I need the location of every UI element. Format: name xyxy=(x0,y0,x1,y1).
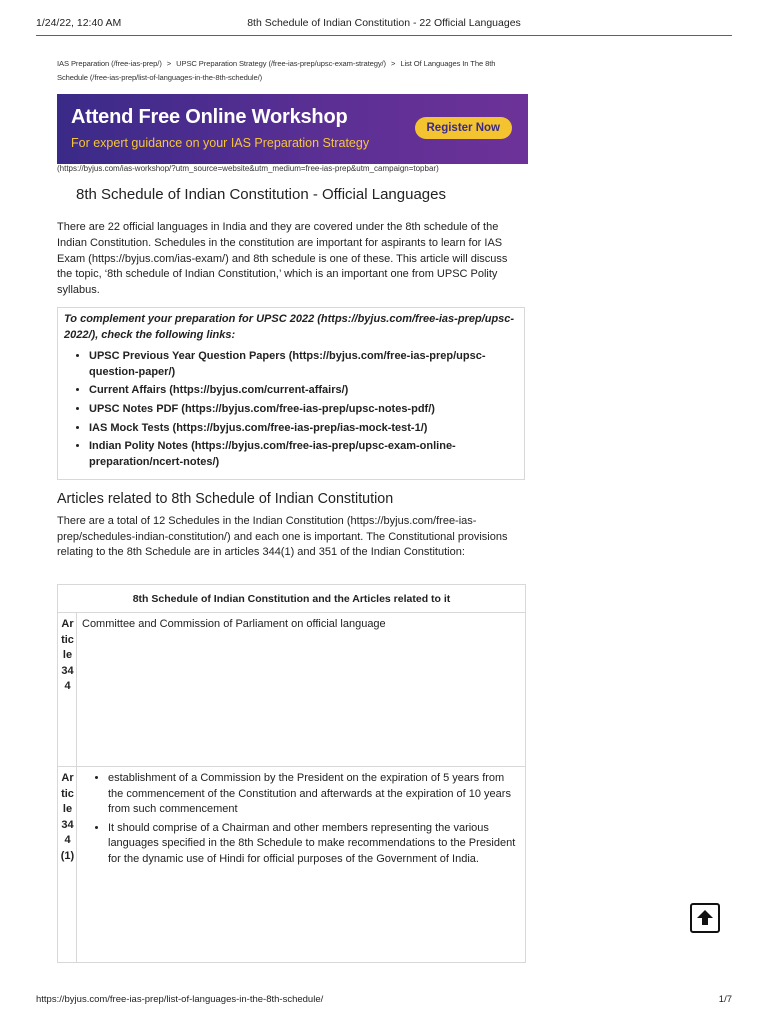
page-number: 1/7 xyxy=(718,994,732,1005)
prep-link-item[interactable]: • UPSC Notes PDF (https://byjus.com/free-ias-prep/upsc-notes-pdf/) xyxy=(89,402,509,418)
articles-paragraph: There are a total of 12 Schedules in the Indian Constitution (https://byjus.com/free-ias-prep/schedules-indian-constitution/) and each one is important. The Constitutional provisions relating to the 8th Schedule are in articles 344(1) and 351 of the Indian Constitution: xyxy=(57,515,508,559)
table-row xyxy=(58,613,526,767)
breadcrumb-link-languages[interactable]: List Of Languages In The 8th Schedule (/free-ias-prep/list-of-languages-in-the-8th-schedule/) xyxy=(57,59,496,82)
breadcrumb-separator: > xyxy=(390,59,396,68)
article-label: Article344 xyxy=(58,613,77,767)
banner-headline: Attend Free Online Workshop xyxy=(71,106,348,128)
footer-url: https://byjus.com/free-ias-prep/list-of-languages-in-the-8th-schedule/ xyxy=(36,994,324,1005)
prep-link-item[interactable]: • Current Affairs (https://byjus.com/current-affairs/) xyxy=(89,383,509,399)
print-title: 8th Schedule of Indian Constitution - 22 Official Languages xyxy=(247,17,521,29)
table-header-row xyxy=(58,585,526,613)
arrow-up-icon xyxy=(695,908,715,928)
register-now-button[interactable]: Register Now xyxy=(415,117,513,139)
prep-links-intro: To complement your preparation for UPSC 2022 (https://byjus.com/free-ias-prep/upsc-2022/), check the following links: xyxy=(64,313,515,341)
article-description xyxy=(77,767,526,963)
articles-table xyxy=(57,584,526,963)
articles-heading: Articles related to 8th Schedule of Indian Constitution xyxy=(57,491,394,507)
table-row xyxy=(58,767,526,963)
prep-links-box xyxy=(57,307,525,480)
scroll-to-top-button[interactable] xyxy=(690,903,720,933)
prep-link-item[interactable]: • IAS Mock Tests (https://byjus.com/free-ias-prep/ias-mock-test-1/) xyxy=(89,421,509,437)
article-bullet: • It should comprise of a Chairman and other members representing the various languages specified in the 8th Schedule to make recommendations to the President for the dynamic use of Hindi for official purposes of the Government of India. xyxy=(108,821,521,868)
header-divider xyxy=(36,35,732,36)
page-title: 8th Schedule of Indian Constitution - Official Languages xyxy=(76,186,446,203)
article-description: Committee and Commission of Parliament on official language xyxy=(77,613,526,767)
workshop-banner[interactable] xyxy=(57,94,528,164)
article-bullets xyxy=(82,771,521,868)
prep-link-item[interactable]: • UPSC Previous Year Question Papers (https://byjus.com/free-ias-prep/upsc-question-paper/) xyxy=(89,349,509,380)
article-bullet: • establishment of a Commission by the President on the expiration of 5 years from the commencement of the Constitution and afterwards at the expiration of 10 years from such commencement xyxy=(108,771,521,818)
prep-links-list xyxy=(62,349,509,473)
prep-link-item[interactable]: • Indian Polity Notes (https://byjus.com/free-ias-prep/upsc-exam-online-preparation/ncert-notes/) xyxy=(89,439,509,470)
breadcrumb-link-upsc-strategy[interactable]: UPSC Preparation Strategy (/free-ias-prep/upsc-exam-strategy/) xyxy=(176,59,386,68)
article-label: Article344(1) xyxy=(58,767,77,963)
breadcrumb xyxy=(57,57,497,85)
print-date: 1/24/22, 12:40 AM xyxy=(36,17,122,29)
banner-link-url[interactable]: (https://byjus.com/ias-workshop/?utm_source=website&utm_medium=free-ias-prep&utm_campaign=topbar) xyxy=(57,164,439,173)
banner-subline: For expert guidance on your IAS Preparation Strategy xyxy=(71,136,370,150)
intro-paragraph: There are 22 official languages in India and they are covered under the 8th schedule of the Indian Constitution. Schedules in the constitution are important for aspirants to learn for IAS Exam (https://byjus.com/ias-exam/) and 8th schedule is one of these. This article will discuss the topic, ‘8th schedule of Indian Constitution,’ which is an important one from UPSC Polity syllabus. xyxy=(57,221,508,297)
breadcrumb-link-ias-prep[interactable]: IAS Preparation (/free-ias-prep/) xyxy=(57,59,162,68)
breadcrumb-separator: > xyxy=(166,59,172,68)
table-heading: 8th Schedule of Indian Constitution and the Articles related to it xyxy=(58,585,526,613)
